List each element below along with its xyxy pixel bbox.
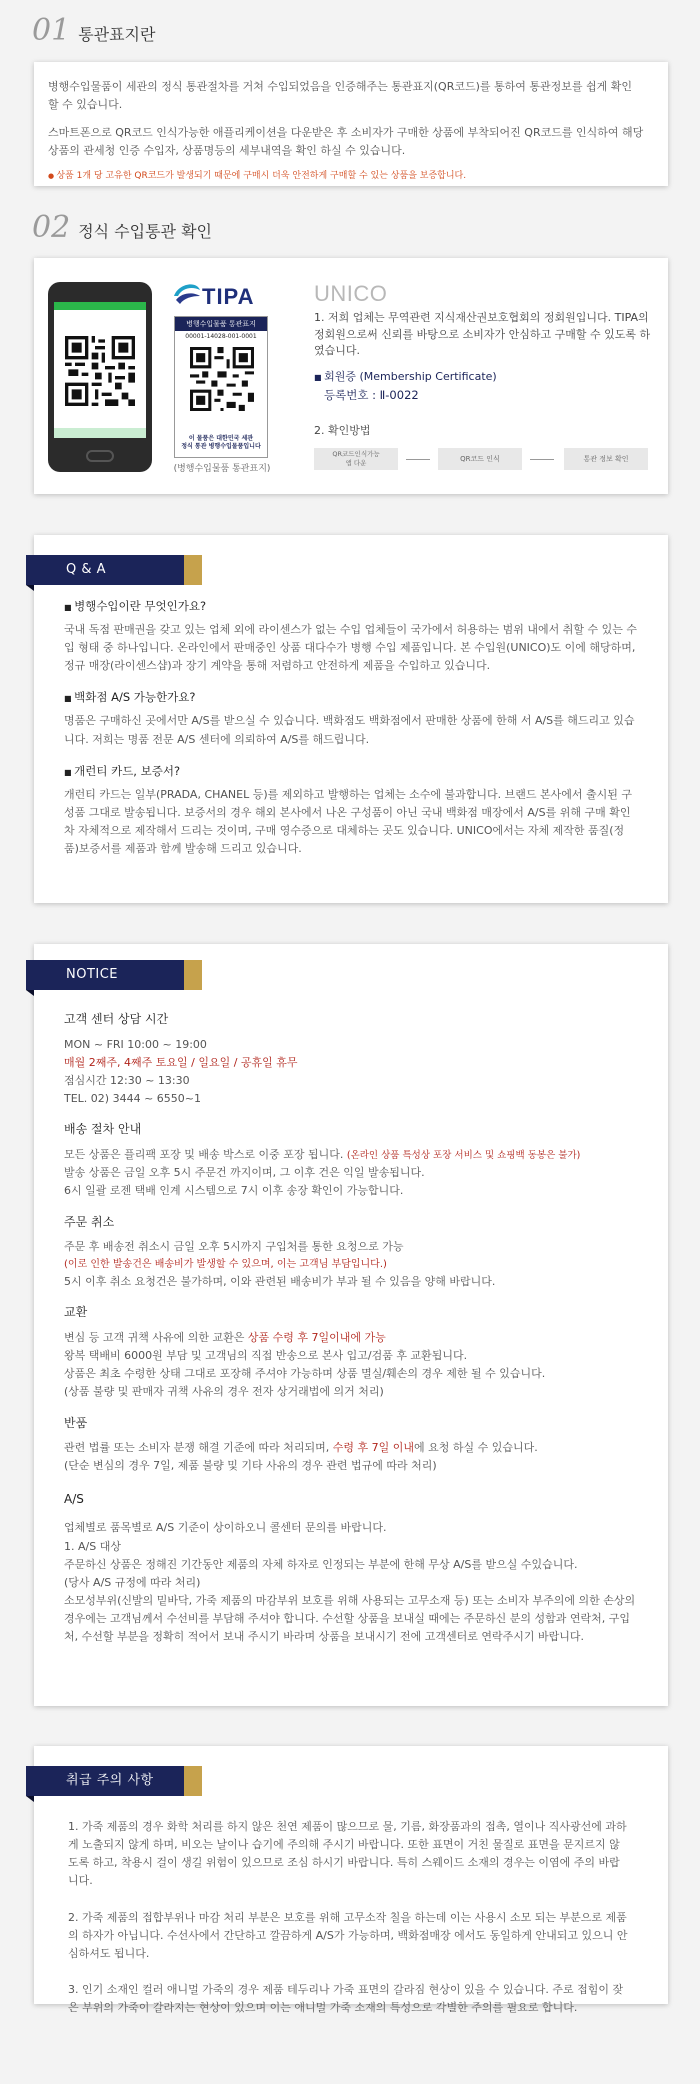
- exchange-deadline: 상품 수령 후 7일이내에 가능: [247, 1330, 386, 1344]
- cancel-fee-note: (이로 인한 발송건은 배송비가 발생할 수 있으며, 이는 고객님 부담입니다.): [64, 1258, 387, 1270]
- sticker-serial: 00001-14028-001-0001: [185, 333, 257, 340]
- as-intro: 업체별로 품목별로 A/S 기준이 상이하오니 콜센터 문의를 바랍니다.: [64, 1521, 387, 1535]
- sticker-title: 병행수입물품 통관표지: [175, 317, 267, 331]
- membership-description: 1. 저희 업체는 무역관련 지식재산권보호협회의 정회원입니다. TIPA의 정회원으로써 신뢰를 바탕으로 소비자가 안심하고 구매할 수 있도록 하였습니다.: [314, 311, 651, 357]
- membership-certificate-label: ■ 회원증 (Membership Certificate): [314, 370, 497, 383]
- step-download-app: QR코드인식가능 앱 다운: [314, 448, 398, 470]
- sticker-footer: 이 물품은 대한민국 세관 정식 통관 병행수입물품입니다: [181, 435, 261, 450]
- notice-banner-text: NOTICE: [66, 967, 119, 982]
- as-target: 주문하신 상품은 정해진 기간동안 제품의 자체 하자로 인정되는 부분에 한해 무상 A/S를 받으실 수있습니다.: [64, 1557, 578, 1571]
- qa-question: ■ 개런티 카드, 보증서?: [64, 762, 638, 781]
- handling-card: [34, 1746, 668, 2015]
- handling-note-1: 1. 가죽 제품의 경우 화학 처리를 하지 않은 천연 제품이 많으므로 물, 기름, 화장품과의 접촉, 열이나 직사광선에 과하게 노출되지 않게 하며, 비오는 날이나 습기에 주의해 주시기 바랍니다. 또한 표면이 거친 물질로 표면을 문지르지 않도록 하고, 착용시 걸이 생길 위험이 있으므로 조심 하시기 바랍니다. 특히 스웨이드 소재의 경우는 이염에 주의 바랍니다.: [68, 1820, 627, 1888]
- cs-hours-title: 고객 센터 상담 시간: [64, 1012, 169, 1026]
- verification-steps: [314, 448, 652, 470]
- step-scan-qr: QR코드 인식: [438, 448, 522, 470]
- cs-hours: MON ~ FRI 10:00 ~ 19:00: [64, 1037, 207, 1051]
- official-import-card: [34, 258, 668, 494]
- as-paid-repair: 소모성부위(신발의 밑바닥, 가죽 제품의 마감부위 보호를 위해 사용되는 고무소재 등) 또는 소비자 부주의에 의한 손상의 경우에는 고객님께서 수선비를 부담해 주셔야 합니다. 수선할 상품을 보내실 때에는 주문하신 분의 성함과 연락처, 구입처, 수선할 부분을 정확히 적어서 보내 주시기 바라며 상품을 보내시기 전에 고객센터로 연락주시기 바랍니다.: [64, 1593, 636, 1644]
- shipping-cutoff: 발송 상품은 금일 오후 5시 주문건 까지이며, 그 이후 건은 익일 발송됩니다.: [64, 1166, 425, 1180]
- intro-paragraph-1: 병행수입물품이 세관의 정식 통관절차를 거쳐 수입되었음을 인증해주는 통관표지(QR코드)를 통하여 통관정보를 쉽게 확인 할 수 있습니다.: [48, 80, 633, 112]
- verification-method-label: 2. 확인방법: [314, 424, 371, 437]
- smartphone-illustration: [48, 282, 152, 472]
- section-number: 02: [32, 210, 71, 245]
- as-target-heading: 1. A/S 대상: [64, 1539, 121, 1553]
- qa-answer: 개런티 카드는 일부(PRADA, CHANEL 등)를 제외하고 발행하는 업체는 소수에 불과합니다. 브랜드 본사에서 출시된 구성품 그대로 발송됩니다. 보증서의 경우 해외 본사에서 나온 구성품이 아닌 국내 백화점 매장에서 A/S를 위해 구매 확인차 자체적으로 제작해서 드리는 것이며, 구매 영수증으로 대체하는 곳도 있습니다. UNICO에서는 자체 제작한 품질(정품)보증서를 제품과 함께 발송해 드리고 있습니다.: [64, 787, 633, 856]
- qa-banner-text: Q & A: [66, 562, 107, 577]
- as-title: A/S: [64, 1491, 84, 1506]
- brand-name: UNICO: [314, 281, 388, 306]
- sticker-caption: (병행수입물품 통관표지): [173, 464, 271, 474]
- cancel-title: 주문 취소: [64, 1214, 115, 1229]
- tipa-swirl-icon: [172, 282, 202, 306]
- qr-code-icon: [65, 336, 135, 406]
- qa-question: ■ 병행수입이란 무엇인가요?: [64, 597, 638, 616]
- notice-banner: [26, 960, 202, 990]
- shipping-packaging-note: (온라인 상품 특성상 포장 서비스 및 쇼핑백 동봉은 불가): [346, 1150, 581, 1162]
- qa-answer: 국내 독점 판매권을 갖고 있는 업체 외에 라이센스가 없는 수입 업체들이 국가에서 허용하는 범위 내에서 취할 수 있는 수입 형태 중 하나입니다. 온라인에서 판매중인 상품 대다수가 병행 수입 제품입니다. 본 수입원(UNICO)도 이에 해당하며, 정규 매장(라이센스샵)과 장기 계약을 통해 저렴하고 안전하게 제품을 수입하고 있습니다.: [64, 622, 637, 673]
- qa-banner: [26, 555, 202, 585]
- step-check-info: 통관 정보 확인: [564, 448, 648, 470]
- section-title: 정식 수입통관 확인: [78, 222, 213, 241]
- qa-question: ■ 백화점 A/S 가능한가요?: [64, 688, 638, 707]
- section-1-heading: [32, 13, 156, 48]
- handling-note-3: 3. 인기 소재인 컬러 애니멀 가죽의 경우 제품 테두리나 가죽 표면의 갈라짐 현상이 있을 수 있습니다. 주로 접힘이 잦은 부위의 가죽이 갈라지는 현상이 있으며 이는 애니멀 가죽 소재의 특성으로 각별한 주의를 필요로 합니다.: [68, 1982, 624, 2015]
- cancel-line: 주문 후 배송전 취소시 금일 오후 5시까지 구입처를 통한 요청으로 가능: [64, 1240, 404, 1254]
- section-title: 통관표지란: [78, 25, 156, 44]
- cs-lunch: 점심시간 12:30 ~ 13:30: [64, 1074, 190, 1088]
- sticker-qr-icon: [190, 347, 254, 411]
- cert-label-text: 회원증 (Membership Certificate): [324, 370, 497, 383]
- return-condition-end: 에 요청 하실 수 있습니다.: [414, 1441, 538, 1455]
- shipping-line: [64, 1146, 638, 1164]
- step-connector: [406, 459, 430, 460]
- qa-answer: 명품은 구매하신 곳에서만 A/S를 받으실 수 있습니다. 백화점도 백화점에서 판매한 상품에 한해 서 A/S를 해드리고 있습니다. 저희는 명품 전문 A/S 센터에 의뢰하여 A/S를 해드립니다.: [64, 714, 635, 746]
- registration-number: 등록번호 : Ⅱ-0022: [324, 388, 419, 402]
- cs-tel: TEL. 02) 3444 ~ 6550~1: [64, 1092, 201, 1106]
- qa-card: [34, 535, 668, 903]
- handling-banner: [26, 1766, 202, 1796]
- shipping-title: 배송 절차 안내: [64, 1122, 142, 1137]
- return-condition: 관련 법률 또는 소비자 분쟁 해결 기준에 따라 처리되며,: [64, 1441, 330, 1455]
- exchange-law-note: (상품 불량 및 판매자 귀책 사유의 경우 전자 상거래법에 의거 처리): [64, 1385, 384, 1399]
- return-deadline: 수령 후 7일 이내: [332, 1441, 414, 1455]
- step-connector: [530, 459, 554, 460]
- section-2-heading: [32, 210, 213, 245]
- return-note: (단순 변심의 경우 7일, 제품 불량 및 기타 사유의 경우 관련 법규에 따라 처리): [64, 1459, 437, 1473]
- intro-warning: ● 상품 1개 당 고유한 QR코드가 발생되기 때문에 구매시 더욱 안전하게 구매할 수 있는 상품을 보증합니다.: [48, 169, 654, 184]
- intro-paragraph-2: 스마트폰으로 QR코드 인식가능한 애플리케이션을 다운받은 후 소비자가 구매한 상품에 부착되어진 QR코드를 인식하여 해당 상품의 관세청 인증 수입자, 상품명등의 세부내역을 확인 하실 수 있습니다.: [48, 126, 644, 158]
- customs-label-sticker: [174, 316, 268, 458]
- handling-note-2: 2. 가죽 제품의 접합부위나 마감 처리 부분은 보호를 위해 고무소작 칠을 하는데 이는 사용시 소모 되는 부분으로 제품의 하자가 아닙니다. 수선사에서 간단하고 깔끔하게 A/S가 가능하며, 백화점매장 에서도 동일하게 안내되고 있으니 안심하셔도 됩니다.: [68, 1910, 628, 1960]
- exchange-line: [64, 1329, 638, 1347]
- cancel-deadline: 5시 이후 취소 요청건은 불가하며, 이와 관련된 배송비가 부과 될 수 있음을 양해 바랍니다.: [64, 1275, 496, 1289]
- tipa-logo: [172, 282, 280, 308]
- return-title: 반품: [64, 1415, 88, 1430]
- as-policy-note: (당사 A/S 규정에 따라 처리): [64, 1575, 201, 1589]
- shipping-packaging: 모든 상품은 플리팩 포장 및 배송 박스로 이중 포장 됩니다.: [64, 1148, 344, 1162]
- notice-card: [34, 944, 668, 1706]
- section-number: 01: [32, 13, 71, 48]
- exchange-condition: 변심 등 고객 귀책 사유에 의한 교환은: [64, 1330, 245, 1344]
- return-line: [64, 1439, 638, 1457]
- exchange-packaging: 상품은 최초 수령한 상태 그대로 포장해 주셔야 가능하며 상품 멸실/훼손의 경우 제한 될 수 있습니다.: [64, 1367, 546, 1381]
- shipping-tracking: 6시 일괄 로젠 택배 인계 시스템으로 7시 이후 송장 확인이 가능합니다.: [64, 1184, 404, 1198]
- exchange-title: 교환: [64, 1305, 88, 1320]
- exchange-shipping: 왕복 택배비 6000원 부담 및 고객님의 직접 반송으로 본사 입고/검품 후 교환됩니다.: [64, 1349, 468, 1363]
- handling-banner-text: 취급 주의 사항: [66, 1773, 154, 1788]
- cs-closed-days: 매월 2째주, 4째주 토요일 / 일요일 / 공휴일 휴무: [64, 1055, 298, 1069]
- customs-label-intro-card: [34, 62, 668, 186]
- tipa-logo-text: TIPA: [202, 284, 255, 309]
